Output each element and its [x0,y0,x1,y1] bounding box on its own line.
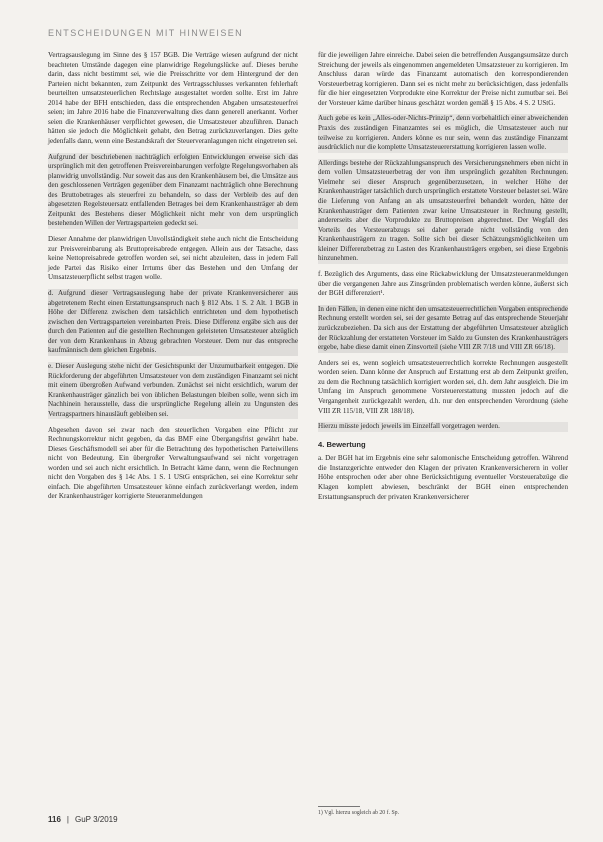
journal-issue: GuP 3/2019 [74,815,118,824]
paragraph: für die jeweiligen Jahre einreiche. Dabei seien die betreffenden Ausgangsumsätze durch Streichung der jeweils als eingenommen angemeldeten Umsatzsteuer zu korrigieren. Im Anschluss daran würde das Finanzamt automatisch den korrespondierenden Vorsteuerbetrag korrigieren. Dann sei es nicht mehr zu berücksichtigen, dass jedenfalls für die hier eingesetzten Vorprodukte eine Korrektur der Preise nicht zumutbar sei. Bei der Vorsteuer käme darüber hinaus geschätzt worden gemäß § 15 Abs. 4 S. 2 UStG. [318,51,568,107]
running-head: ENTSCHEIDUNGEN MIT HINWEISEN [48,28,244,38]
right-text-column [318,51,568,789]
left-text-column [48,51,298,831]
section-heading: 4. Bewertung [318,439,366,449]
paragraph: Dieser Annahme der planwidrigen Unvollständigkeit stehe auch nicht die Entscheidung zur Preisvereinbarung als Bruttopreisabrede entgegen. Allein aus der Tatsache, dass keine Nettopreisabrede getroffen worden sei, sei nicht abzuleiten, dass in jedem Fall jede Partei das Risiko einer Irrtums über das Bestehen und den Umfang der Umsatzsteuerpflicht selbst tragen wolle. [48,235,298,282]
folio [48,815,118,824]
paragraph: Auch gebe es kein „Alles-oder-Nichts-Prinzip“, denn vorbehaltlich einer abweichenden Praxis des zuständigen Finanzamtes sei es möglich, die Umsatzsteuer auch nur teilweise zu korrigieren. Anders könne es nur sein, wenn das zuständige Finanzamt ausdrücklich nur die komplette Umsatzsteuererstattung korrigieren lassen wolle. [318,114,568,152]
paragraph: In den Fällen, in denen eine nicht den umsatzsteuerrechtlichen Vorgaben entsprechende Rechnung erstellt worden sei, sei der gesamte Betrag auf das entsprechende Steuerjahr zurückzubeziehen. Da sich aus der Erstattung der abgeführten Umsatzsteuer abzüglich der Rückzahlung der erstatteten Vorsteuer im Saldo zu Gunsten des Krankenhausträgers ergebe, habe diese damit einen Zinsvorteil (siehe VIII ZR 7/18 und VIII ZR 66/18). [318,304,568,352]
folio-separator: | [66,815,69,824]
paragraph: f. Bezüglich des Arguments, dass eine Rückabwicklung der Umsatzsteueranmeldungen über die vergangenen Jahre aus Zinsgründen problematisch werden könne, äußerst sich der BGH differenziert¹. [318,270,568,298]
paragraph: Hierzu müsste jedoch jeweils im Einzelfall vorgetragen werden. [318,422,568,432]
footnote-rule [318,806,360,807]
section-paragraph: a. Der BGH hat im Ergebnis eine sehr salomonische Entscheidung getroffen. Während die Instanzgerichte entweder den Klagen der privaten Krankenversicherern in voller Höhe entsprochen oder aber ohne Berücksichtigung eventueller Vorsteuerabzüge die Klagen komplett abwiesen, beschränkt der BGH einen entsprechenden Erstattungsanspruch der privaten Krankenversicherer [318,454,568,501]
paragraph: Aufgrund der beschriebenen nachträglich erfolgten Entwicklungen erweise sich das ursprünglich mit den getroffenen Preisvereinbarungen verfolgte Regelungsvorhaben als planwidrig unvollständig. Nur soweit das aus den Krankenhäusern bei, die Umsätze aus den geschlossenen Verträgen gegenüber dem Finanzamt nachträglich ohne Berechnung des Bruttobetrages als steuerfrei zu behandeln, so dass der Verbleib des auf den abgesetzten Regelsteuersatz entfallenden Betrages bei dem Krankenhausträger ab dem Zeitpunkt des Bestehens dieser Möglichkeit nicht mehr von dem ursprünglich bestehenden Willen der Vertragsparteien gedeckt sei. [48,152,298,228]
right-paragraphs [318,51,568,432]
paragraph: Vertragsauslegung im Sinne des § 157 BGB. Die Verträge wiesen aufgrund der nicht beachteten Umstände dagegen eine planwidrige Regelungslücke auf. Dieses beruhe darin, dass nicht bestimmt sei, wie die Preisschritte vor dem Hintergrund der den Parteien nicht bekannten, zum Zeitpunkt des Vertragsschlusses verkannten fehlerhaft beurteilten umsatzsteuerlichen Rechtslage ausgestaltet worden sollte. Erst im Jahre 2014 habe der BFH entschieden, dass die entsprechenden Abgaben umsatzsteuerfrei seien; im Jahre 2016 habe die Finanzverwaltung dies dann generell anerkannt. Vorher seien die Krankenhäuser verpflichtet gewesen, die Umsatzsteuer abzuführen. Danach hätten sie jedoch die Möglichkeit gehabt, den Betrag zurückzuverlangen. Dies gelte jedenfalls dann, wenn eine Bestandskraft der Steuerveranlagungen nicht eingetreten sei. [48,51,298,145]
paragraph: Allerdings bestehe der Rückzahlungsanspruch des Versicherungsnehmers eben nicht in dem vollen Umsatzsteuerbetrag der von ihm ursprünglich gezahlten Rechnungen. Vielmehr sei dieser Anspruch gegenüberzusetzen, in welcher Höhe der Krankenhausträger tatsächlich durch ursprünglich erstattete Vorsteuer belastet sei. Wäre die Lieferung von Anfang an als umsatzsteuerfrei behandelt worden, hätte der Krankenhausträger dem Patienten zwar keine Umsatzsteuer in Rechnung gestellt, andererseits aber die Vorprodukte zu Bruttopreisen abgerechnet. Der Wegfall des Vorteils des Vorsteuerabzugs sei daher gerade nicht vollständig von den Krankenhausträgern zu tragen. Sollte sich bei dieser Schätzungsmöglichkeiten um kleiner Differenzbetrag zu Lasten des Krankenhausträgers ergeben, sei diese Ergebnis hinzunehmen. [318,158,568,263]
paragraph: Anders sei es, wenn sogleich umsatzsteuerrechtlich korrekte Rechnungen ausgestellt worden seien. Dann könne der Anspruch auf Erstattung erst ab dem Zeitpunkt greifen, zu dem die Rechnung tatsächlich korrigiert worden sei, d.h. dem Jahr ausgleich. Die im Umfang im Anspruch genommene Vorsteuererstattung mussten jedoch auf die Vergangenheit zurückgezahlt werden, d.h. nur den entsprechenden Verordnung (siehe VIII ZR 115/18, VIII ZR 188/18). [318,358,568,415]
paragraph: e. Dieser Auslegung stehe nicht der Gesichtspunkt der Unzumutbarkeit entgegen. Die Rückforderung der abgeführten Umsatzsteuer von dem zuständigen Finanzamt sei nicht mit einem übergroßen Aufwand verbunden. Zunächst sei nicht ersichtlich, warum der Krankenhausträger gänzlich bei von üblichen Belastungen bleiben solle, wenn sich im Nachhinein herausstelle, dass die ursprüngliche Regelung allein zu Ungunsten des Vertragspartners hinausläuft gebleiben sei. [48,362,298,418]
paragraph: d. Aufgrund dieser Vertragsauslegung habe der private Krankenversicherer aus abgetretenem Recht einen Erstattungsanspruch nach § 812 Abs. 1 S. 2 Alt. 1 BGB in Höhe der Differenz zwischen dem tatsächlich entrichteten und dem hypothetisch zwischen den Vertragsparteien vereinbarten Preis. Diese Differenz ergäbe sich aus der durch den Patienten auf die gestellten Rechnungen geleisteten Umsatzsteuer abzüglich der von dem Krankenhaus in Abzug gebrachten Vorsteuer. Dem nur das entspreche kaufmännisch dem gleichen Ergebnis. [48,289,298,355]
page-number: 116 [48,815,61,824]
footnote: 1) Vgl. hierzu sogleich ab 20 f. Sp. [318,810,400,816]
paragraph: Abgesehen davon sei zwar nach den steuerlichen Vorgaben eine Pflicht zur Rechnungskorrektur nicht gegeben, da das BMF eine Übergangsfrist gewährt habe. Dieses Geschäftsmodell sei aber für die Betrachtung des hypothetischen Parteiwillens nicht von Bedeutung. Ein übergroßer Verwaltungsaufwand sei nicht vorgetragen worden und sei auch nicht ersichtlich. In Betracht käme dann, wenn die Rechnungen nicht den Vorgaben des § 14c Abs. 1 S. 1 UStG entsprächen, sei eine Korrektur sehr einfach. Die abgeführten Umsatzsteuer könne einfach zurückverlangt werden, indem der Krankenhausträger korrigierte Steueranmeldungen [48,425,298,501]
